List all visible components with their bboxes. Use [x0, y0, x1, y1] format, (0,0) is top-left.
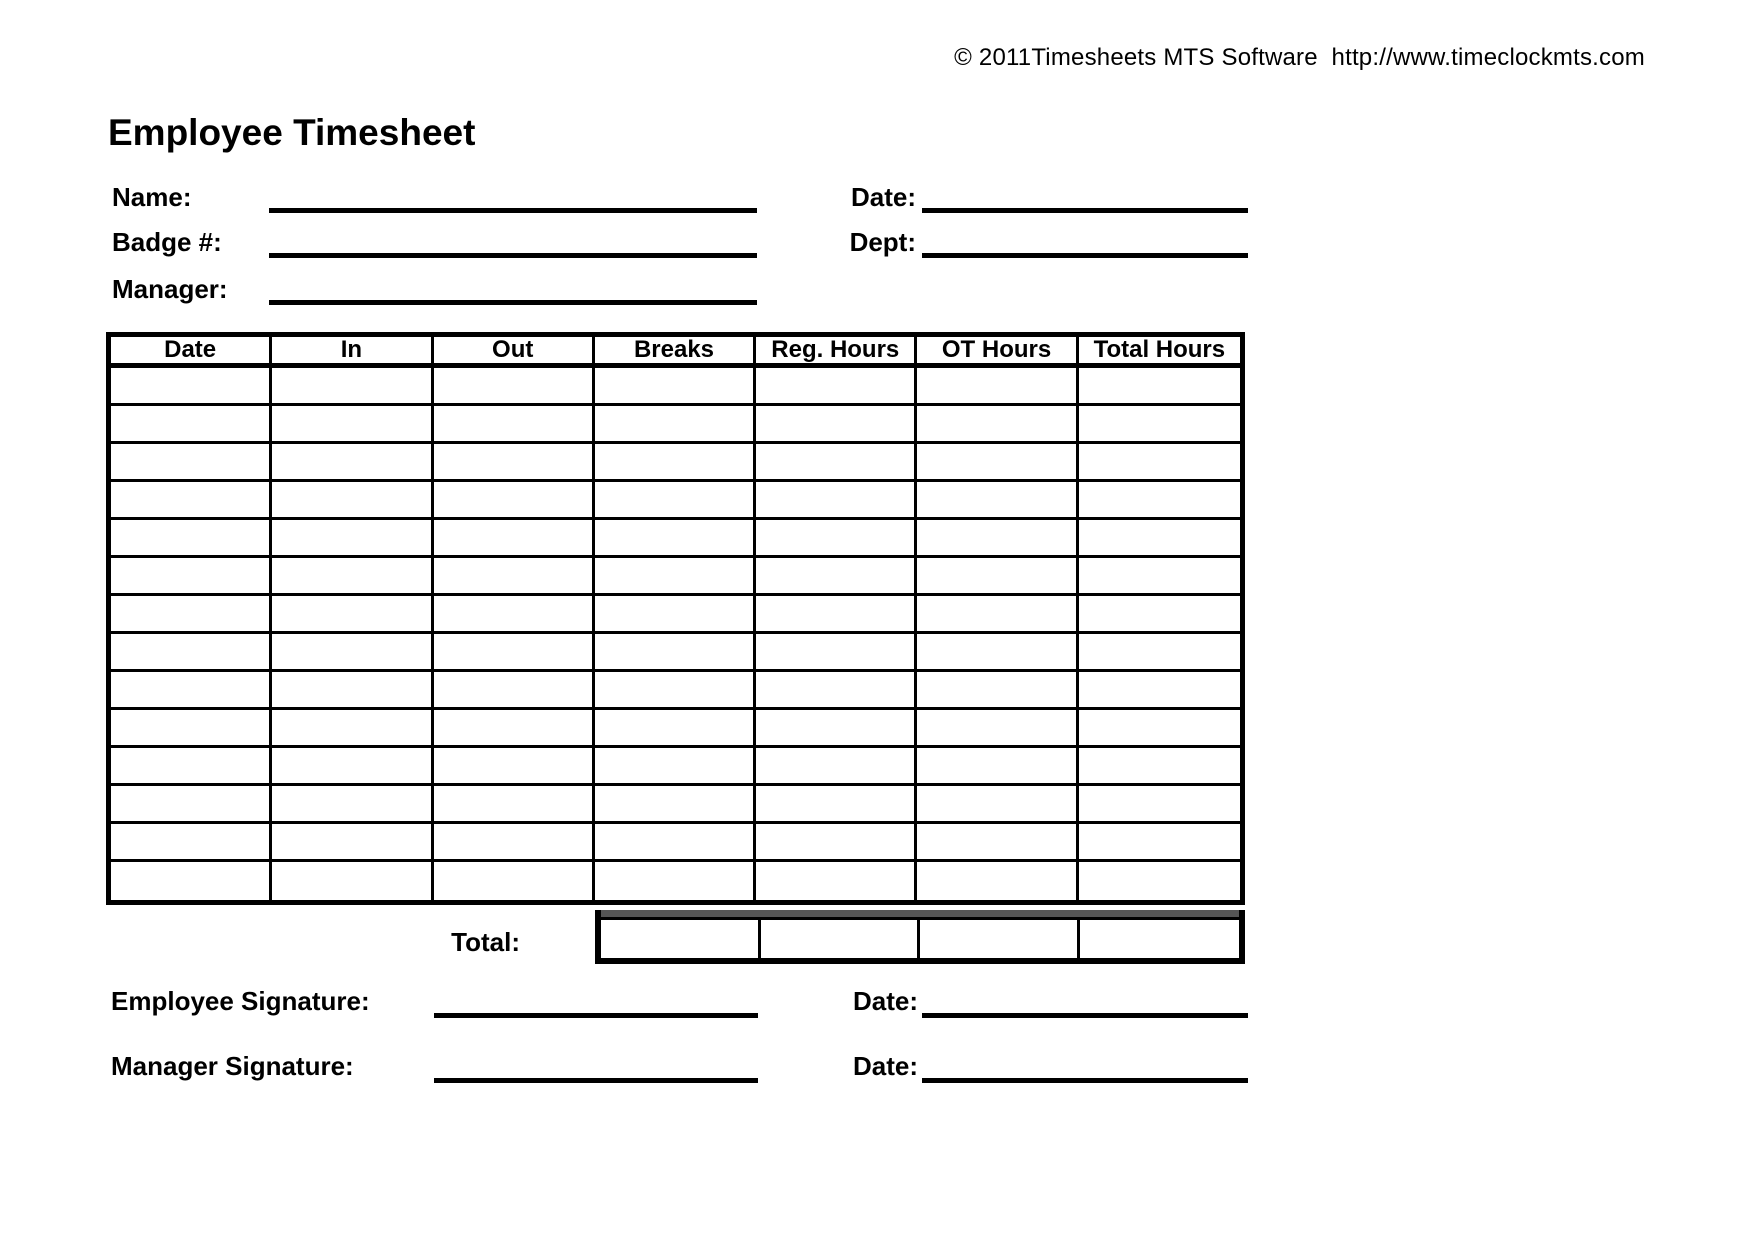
timesheet-cell[interactable] [756, 482, 917, 520]
total-section [595, 910, 1245, 964]
timesheet-cell[interactable] [272, 520, 433, 558]
timesheet-cell[interactable] [111, 710, 272, 748]
timesheet-cell[interactable] [111, 672, 272, 710]
timesheet-cell[interactable] [756, 634, 917, 672]
timesheet-cell[interactable] [1079, 444, 1240, 482]
table-row [111, 634, 1240, 672]
manager-field[interactable] [269, 300, 757, 305]
column-header-date: Date [111, 337, 272, 368]
timesheet-cell[interactable] [917, 634, 1078, 672]
table-row [111, 824, 1240, 862]
timesheet-cell[interactable] [595, 710, 756, 748]
timesheet-cell[interactable] [1079, 824, 1240, 862]
timesheet-cell[interactable] [917, 672, 1078, 710]
timesheet-cell[interactable] [917, 558, 1078, 596]
badge-label: Badge #: [112, 227, 222, 257]
timesheet-cell[interactable] [595, 596, 756, 634]
timesheet-cell[interactable] [756, 824, 917, 862]
column-header-reg-hours: Reg. Hours [756, 337, 917, 368]
table-row [111, 406, 1240, 444]
timesheet-cell[interactable] [111, 368, 272, 406]
timesheet-cell[interactable] [595, 786, 756, 824]
timesheet-rows [111, 368, 1240, 900]
manager-signature-label: Manager Signature: [111, 1051, 354, 1081]
timesheet-cell[interactable] [756, 748, 917, 786]
table-row [111, 862, 1240, 900]
timesheet-cell[interactable] [111, 596, 272, 634]
timesheet-cell[interactable] [1079, 710, 1240, 748]
timesheet-cell[interactable] [1079, 406, 1240, 444]
timesheet-cell[interactable] [595, 824, 756, 862]
timesheet-cell[interactable] [1079, 862, 1240, 900]
timesheet-cell[interactable] [111, 444, 272, 482]
total-breaks-cell[interactable] [601, 920, 761, 958]
dept-label: Dept: [849, 227, 916, 257]
timesheet-cell[interactable] [434, 862, 595, 900]
date-label: Date: [850, 182, 916, 212]
employee-signature-field[interactable] [434, 1013, 758, 1018]
timesheet-cell[interactable] [272, 596, 433, 634]
timesheet-cell[interactable] [434, 406, 595, 444]
timesheet-cell[interactable] [111, 482, 272, 520]
timesheet-cell[interactable] [111, 634, 272, 672]
timesheet-cell[interactable] [434, 482, 595, 520]
timesheet-cell[interactable] [756, 444, 917, 482]
timesheet-cell[interactable] [434, 786, 595, 824]
timesheet-cell[interactable] [111, 520, 272, 558]
timesheet-cell[interactable] [756, 406, 917, 444]
timesheet-cell[interactable] [272, 748, 433, 786]
timesheet-cell[interactable] [756, 368, 917, 406]
timesheet-cell[interactable] [1079, 786, 1240, 824]
timesheet-cell[interactable] [1079, 482, 1240, 520]
timesheet-cell[interactable] [272, 634, 433, 672]
total-row [601, 920, 1239, 958]
timesheet-cell[interactable] [917, 520, 1078, 558]
timesheet-cell[interactable] [756, 710, 917, 748]
timesheet-cell[interactable] [756, 596, 917, 634]
column-header-breaks: Breaks [595, 337, 756, 368]
column-header-total-hours: Total Hours [1079, 337, 1240, 368]
timesheet-cell[interactable] [434, 368, 595, 406]
column-header-out: Out [434, 337, 595, 368]
timesheet-cell[interactable] [111, 824, 272, 862]
total-label: Total: [451, 927, 520, 957]
manager-label: Manager: [112, 274, 228, 304]
timesheet-cell[interactable] [917, 710, 1078, 748]
timesheet-cell[interactable] [1079, 672, 1240, 710]
timesheet-cell[interactable] [917, 596, 1078, 634]
timesheet-cell[interactable] [272, 406, 433, 444]
timesheet-cell[interactable] [917, 482, 1078, 520]
timesheet-cell[interactable] [272, 558, 433, 596]
timesheet-cell[interactable] [111, 862, 272, 900]
timesheet-cell[interactable] [756, 558, 917, 596]
timesheet-cell[interactable] [1079, 748, 1240, 786]
timesheet-cell[interactable] [917, 444, 1078, 482]
timesheet-cell[interactable] [756, 786, 917, 824]
timesheet-cell[interactable] [595, 444, 756, 482]
timesheet-cell[interactable] [434, 558, 595, 596]
manager-signature-date-field[interactable] [922, 1078, 1248, 1083]
timesheet-cell[interactable] [595, 672, 756, 710]
timesheet-cell[interactable] [272, 368, 433, 406]
table-header-row [111, 337, 1240, 368]
timesheet-cell[interactable] [917, 786, 1078, 824]
timesheet-cell[interactable] [111, 748, 272, 786]
timesheet-cell[interactable] [917, 406, 1078, 444]
timesheet-cell[interactable] [434, 824, 595, 862]
column-header-in: In [272, 337, 433, 368]
timesheet-cell[interactable] [595, 748, 756, 786]
timesheet-cell[interactable] [272, 786, 433, 824]
manager-signature-field[interactable] [434, 1078, 758, 1083]
name-field[interactable] [269, 208, 757, 213]
timesheet-cell[interactable] [272, 672, 433, 710]
timesheet-table [106, 332, 1245, 905]
table-row [111, 748, 1240, 786]
date-field[interactable] [922, 208, 1248, 213]
timesheet-cell[interactable] [272, 824, 433, 862]
timesheet-cell[interactable] [756, 672, 917, 710]
timesheet-cell[interactable] [272, 710, 433, 748]
table-row [111, 786, 1240, 824]
timesheet-cell[interactable] [272, 862, 433, 900]
timesheet-cell[interactable] [111, 406, 272, 444]
timesheet-cell[interactable] [111, 786, 272, 824]
badge-field[interactable] [269, 253, 757, 258]
table-row [111, 558, 1240, 596]
employee-signature-date-label: Date: [852, 986, 918, 1016]
column-header-ot-hours: OT Hours [917, 337, 1078, 368]
timesheet-cell[interactable] [595, 520, 756, 558]
timesheet-cell[interactable] [272, 482, 433, 520]
timesheet-cell[interactable] [917, 368, 1078, 406]
timesheet-cell[interactable] [1079, 596, 1240, 634]
timesheet-cell[interactable] [917, 862, 1078, 900]
timesheet-cell[interactable] [917, 824, 1078, 862]
timesheet-cell[interactable] [434, 710, 595, 748]
timesheet-cell[interactable] [1079, 520, 1240, 558]
timesheet-cell[interactable] [434, 748, 595, 786]
table-row [111, 368, 1240, 406]
timesheet-cell[interactable] [595, 406, 756, 444]
timesheet-cell[interactable] [595, 368, 756, 406]
table-row [111, 672, 1240, 710]
manager-signature-date-label: Date: [852, 1051, 918, 1081]
name-label: Name: [112, 182, 192, 212]
timesheet-cell[interactable] [1079, 634, 1240, 672]
total-reg-hours-cell[interactable] [761, 920, 921, 958]
timesheet-cell[interactable] [756, 862, 917, 900]
timesheet-cell[interactable] [1079, 558, 1240, 596]
table-row [111, 482, 1240, 520]
timesheet-cell[interactable] [272, 444, 433, 482]
timesheet-cell[interactable] [111, 558, 272, 596]
timesheet-cell[interactable] [917, 748, 1078, 786]
table-row [111, 444, 1240, 482]
timesheet-cell[interactable] [434, 596, 595, 634]
table-row [111, 710, 1240, 748]
timesheet-cell[interactable] [434, 444, 595, 482]
timesheet-cell[interactable] [434, 672, 595, 710]
timesheet-cell[interactable] [756, 520, 917, 558]
table-row [111, 520, 1240, 558]
timesheet-cell[interactable] [595, 634, 756, 672]
dept-field[interactable] [922, 253, 1248, 258]
employee-signature-date-field[interactable] [922, 1013, 1248, 1018]
timesheet-cell[interactable] [595, 862, 756, 900]
employee-signature-label: Employee Signature: [111, 986, 370, 1016]
total-ot-hours-cell[interactable] [920, 920, 1080, 958]
page-title: Employee Timesheet [108, 112, 476, 153]
total-separator-bar [601, 910, 1239, 920]
timesheet-cell[interactable] [595, 482, 756, 520]
timesheet-cell[interactable] [434, 634, 595, 672]
total-total-hours-cell[interactable] [1080, 920, 1240, 958]
timesheet-cell[interactable] [595, 558, 756, 596]
copyright-text: © 2011Timesheets MTS Software http://www.timeclockmts.com [954, 44, 1645, 71]
timesheet-cell[interactable] [434, 520, 595, 558]
timesheet-cell[interactable] [1079, 368, 1240, 406]
table-row [111, 596, 1240, 634]
